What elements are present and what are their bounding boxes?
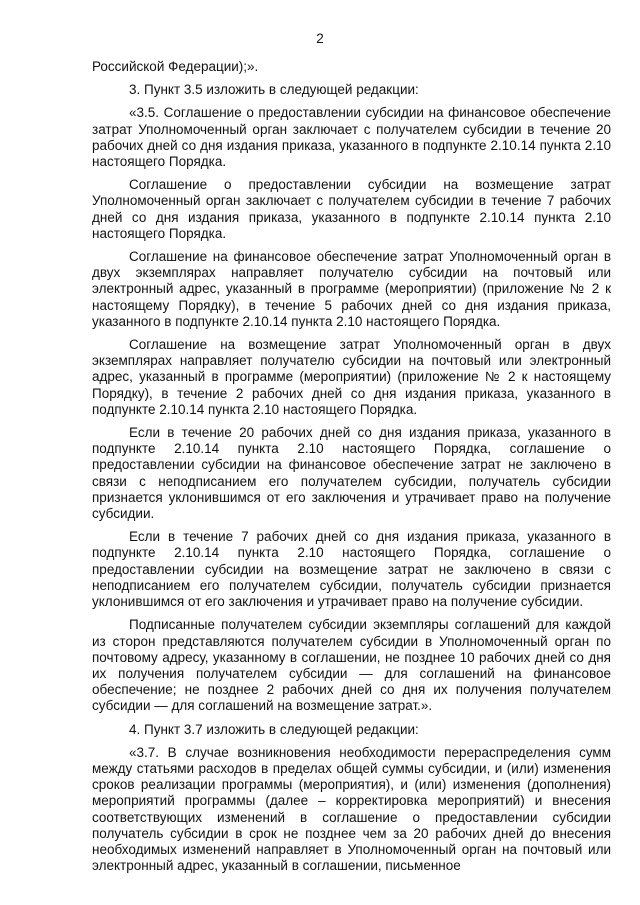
paragraph-reimbursement-sending: Соглашение на возмещение затрат Уполномоченный орган в двух экземплярах направляет получателю субсидии на почтовый или электронный адрес, указанный в программе (мероприятии) (приложение № 2 к настоящему Порядку), в течение 2 рабочих дней со дня издания приказа, указанного в подпункте 2.10.14 пункта 2.10 настоящего Порядка. (92, 337, 611, 417)
paragraph-3-5-agreement-financial: «3.5. Соглашение о предоставлении субсидии на финансовое обеспечение затрат Уполномоченный орган заключает с получателем субсидии в течение 20 рабочих дней со дня издания приказа, указанного в подпункте 2.10.14 пункта 2.10 настоящего Порядка. (92, 105, 611, 170)
paragraph-agreement-reimbursement: Соглашение о предоставлении субсидии на возмещение затрат Уполномоченный орган заключает с получателем субсидии в течение 7 рабочих дней со дня издания приказа, указанного в подпункте 2.10.14 пункта 2.10 настоящего Порядка. (92, 177, 611, 241)
page-number: 2 (316, 31, 324, 46)
paragraph-financial-sending: Соглашение на финансовое обеспечение затрат Уполномоченный орган в двух экземплярах направляет получателю субсидии на почтовый или электронный адрес, указанный в программе (мероприятии) (приложение № 2 к настоящему Порядку), в течение 5 рабочих дней со дня издания приказа, указанного в подпункте 2.10.14 пункта 2.10 настоящего Порядка. (92, 249, 611, 329)
paragraph-financial-evasion: Если в течение 20 рабочих дней со дня издания приказа, указанного в подпункте 2.10.14 пункта 2.10 настоящего Порядка, соглашение о предоставлении субсидии на финансовое обеспечение затрат не заключено в связи с неподписанием его получателем субсидии, получатель субсидии признается уклонившимся от его заключения и утрачивает право на получение субсидии. (92, 425, 611, 522)
paragraph-item-4-heading: 4. Пункт 3.7 изложить в следующей редакции: (129, 721, 419, 737)
paragraph-3-7-redistribution: «3.7. В случае возникновения необходимости перераспределения сумм между статьями расходов в пределах общей суммы субсидии, и (или) изменения сроков реализации программы (мероприятия), и (или) изменения (дополнения) мероприятий программы (далее – корректировка мероприятий) и внесения соответствующих изменений в соглашение о предоставлении субсидии получатель субсидии в срок не позднее чем за 20 рабочих дней до внесения необходимых изменений направляет в Уполномоченный орган на почтовый или электронный адрес, указанный в соглашении, письменное (92, 744, 611, 874)
document-body (92, 59, 611, 881)
paragraph-signed-copies: Подписанные получателем субсидии экземпляры соглашений для каждой из сторон представляются получателем субсидии в Уполномоченный орган по почтовому адресу, указанному в соглашении, не позднее 10 рабочих дней со дня их получения получателем субсидии — для соглашений на финансовое обеспечение; не позднее 2 рабочих дней со дня их получения получателем субсидии — для соглашений на возмещение затрат.». (92, 617, 611, 714)
paragraph-item-3-heading: 3. Пункт 3.5 изложить в следующей редакции: (129, 82, 419, 98)
paragraph-continuation: Российской Федерации);». (92, 59, 259, 74)
paragraph-reimbursement-evasion: Если в течение 7 рабочих дней со дня издания приказа, указанного в подпункте 2.10.14 пункта 2.10 настоящего Порядка, соглашение о предоставлении субсидии на возмещение затрат не заключено в связи с неподписанием его получателем субсидии, получатель субсидии признается уклонившимся от его заключения и утрачивает право на получение субсидии. (92, 529, 611, 610)
